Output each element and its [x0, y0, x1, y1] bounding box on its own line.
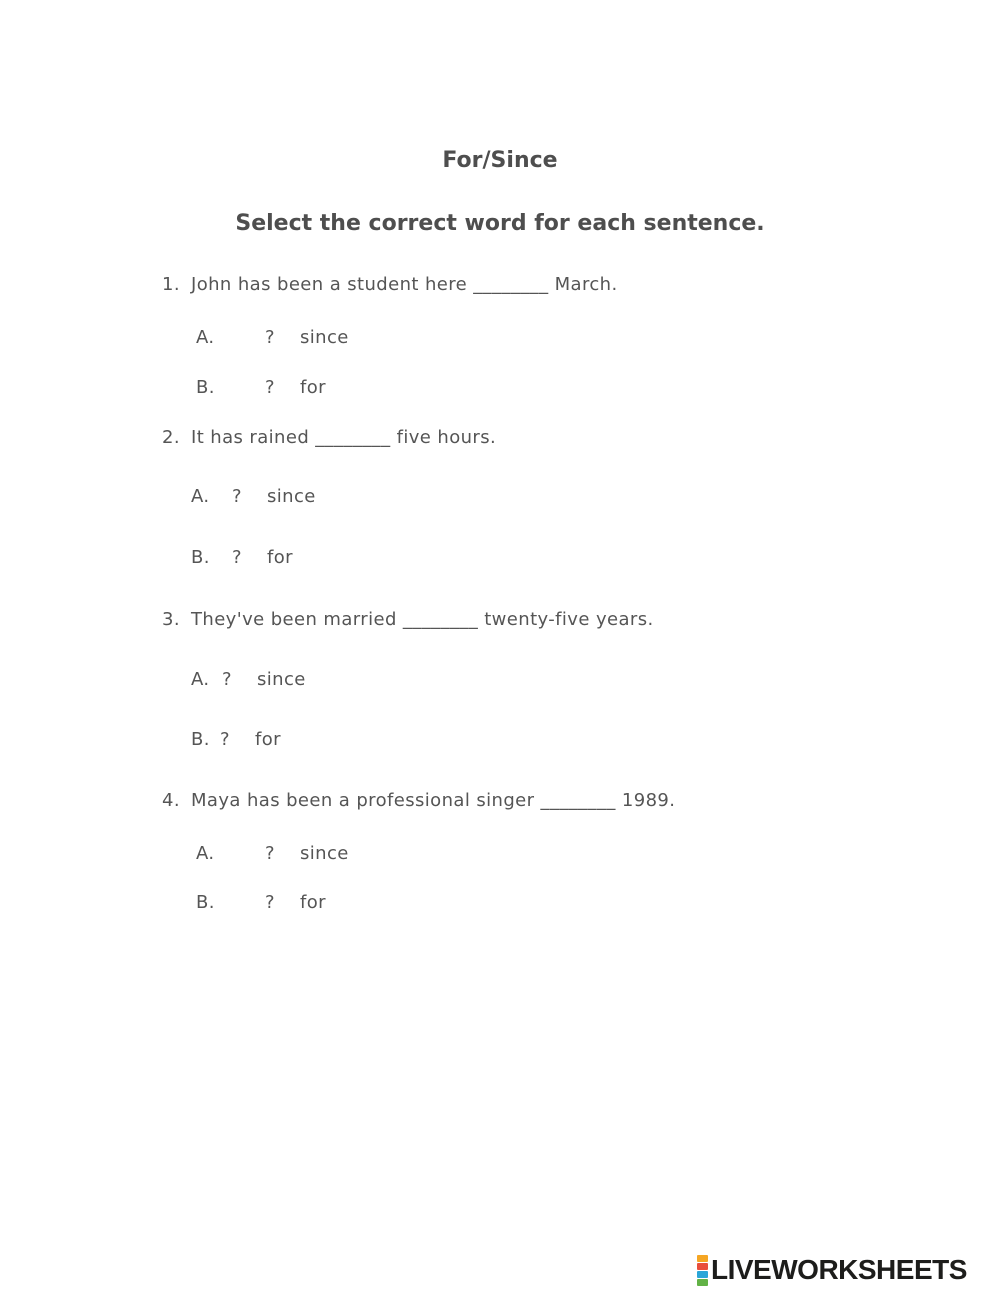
option-letter: A.: [196, 843, 215, 864]
option-word: since: [267, 486, 316, 507]
question-text: They've been married ________ twenty-five years.: [191, 609, 654, 630]
option-word: since: [300, 327, 349, 348]
logo-block: [697, 1263, 708, 1270]
instruction-heading: Select the correct word for each sentence.: [235, 211, 765, 236]
option-word: since: [257, 669, 306, 690]
liveworksheets-logo[interactable]: [697, 1255, 967, 1285]
answer-select-dropdown[interactable]: ?: [265, 377, 275, 398]
logo-text: LIVEWORKSHEETS: [711, 1254, 967, 1285]
answer-select-dropdown[interactable]: ?: [222, 669, 232, 690]
option-word: for: [300, 892, 326, 913]
question-text: John has been a student here ________ March.: [191, 274, 618, 295]
question-number: 4.: [162, 790, 180, 811]
question-text: Maya has been a professional singer ________ 1989.: [191, 790, 676, 811]
logo-block: [697, 1271, 708, 1278]
option-letter: A.: [191, 669, 210, 690]
answer-select-dropdown[interactable]: ?: [265, 327, 275, 348]
answer-select-dropdown[interactable]: ?: [265, 892, 275, 913]
option-word: for: [255, 729, 281, 750]
answer-select-dropdown[interactable]: ?: [232, 486, 242, 507]
question-number: 1.: [162, 274, 180, 295]
logo-block: [697, 1255, 708, 1262]
answer-select-dropdown[interactable]: ?: [232, 547, 242, 568]
option-word: for: [267, 547, 293, 568]
worksheet-title: For/Since: [442, 148, 558, 173]
logo-blocks-icon: [697, 1255, 708, 1286]
option-letter: B.: [191, 729, 210, 750]
question-text: It has rained ________ five hours.: [191, 427, 497, 448]
option-word: for: [300, 377, 326, 398]
answer-select-dropdown[interactable]: ?: [265, 843, 275, 864]
answer-select-dropdown[interactable]: ?: [220, 729, 230, 750]
option-letter: B.: [196, 377, 215, 398]
option-letter: B.: [196, 892, 215, 913]
logo-block: [697, 1279, 708, 1286]
option-letter: A.: [191, 486, 210, 507]
option-letter: B.: [191, 547, 210, 568]
question-number: 3.: [162, 609, 180, 630]
option-word: since: [300, 843, 349, 864]
question-number: 2.: [162, 427, 180, 448]
option-letter: A.: [196, 327, 215, 348]
